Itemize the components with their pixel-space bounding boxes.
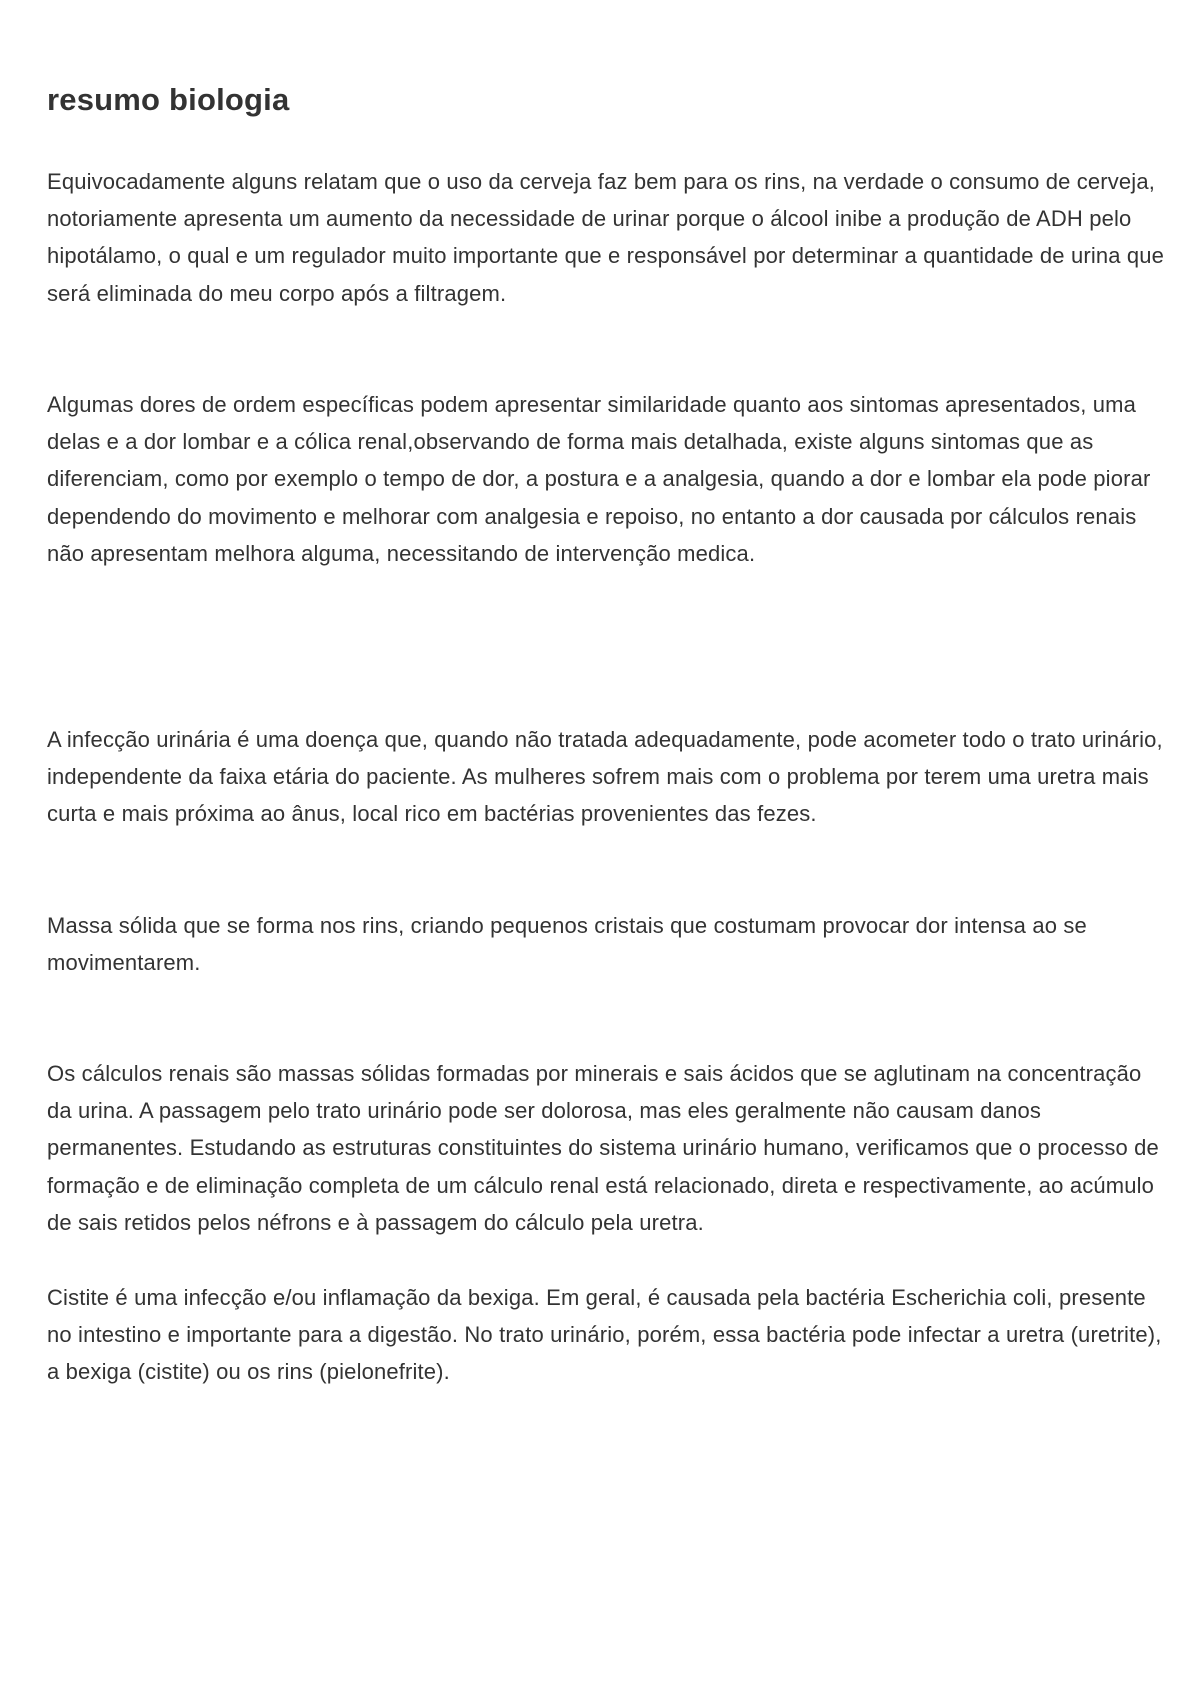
paragraph-solid-mass: Massa sólida que se forma nos rins, criando pequenos cristais que costumam provocar dor intensa ao se movimentarem. <box>47 913 1087 976</box>
paragraph-lumbar-vs-renal-colic: Algumas dores de ordem específicas podem apresentar similaridade quanto aos sintomas apresentados, uma delas e a dor lombar e a cólica renal,observando de forma mais detalhada, existe alguns sintomas que as diferenciam, como por exemplo o tempo de dor, a postura e a analgesia, quando a dor e lombar ela pode piorar dependendo do movimento e melhorar com analgesia e repoiso, no entanto a dor causada por cálculos renais não apresentam melhora alguma, necessitando de intervenção medica. <box>47 392 1151 566</box>
paragraph-urinary-infection: A infecção urinária é uma doença que, quando não tratada adequadamente, pode acometer todo o trato urinário, independente da faixa etária do paciente. As mulheres sofrem mais com o problema por terem uma uretra mais curta e mais próxima ao ânus, local rico em bactérias provenientes das fezes. <box>47 727 1163 827</box>
document-title: resumo biologia <box>47 82 290 117</box>
paragraph-beer-adh: Equivocadamente alguns relatam que o uso da cerveja faz bem para os rins, na verdade o consumo de cerveja, notoriamente apresenta um aumento da necessidade de urinar porque o álcool inibe a produção de ADH pelo hipotálamo, o qual e um regulador muito importante que e responsável por determinar a quantidade de urina que será eliminada do meu corpo após a filtragem. <box>47 169 1165 306</box>
paragraph-kidney-stones: Os cálculos renais são massas sólidas formadas por minerais e sais ácidos que se aglutinam na concentração da urina. A passagem pelo trato urinário pode ser dolorosa, mas eles geralmente não causam danos permanentes. Estudando as estruturas constituintes do sistema urinário humano, verificamos que o processo de formação e de eliminação completa de um cálculo renal está relacionado, direta e respectivamente, ao acúmulo de sais retidos pelos néfrons e à passagem do cálculo pela uretra. <box>47 1061 1159 1235</box>
paragraph-cystitis: Cistite é uma infecção e/ou inflamação da bexiga. Em geral, é causada pela bactéria Escherichia coli, presente no intestino e importante para a digestão. No trato urinário, porém, essa bactéria pode infectar a uretra (uretrite), a bexiga (cistite) ou os rins (pielonefrite). <box>47 1285 1162 1385</box>
